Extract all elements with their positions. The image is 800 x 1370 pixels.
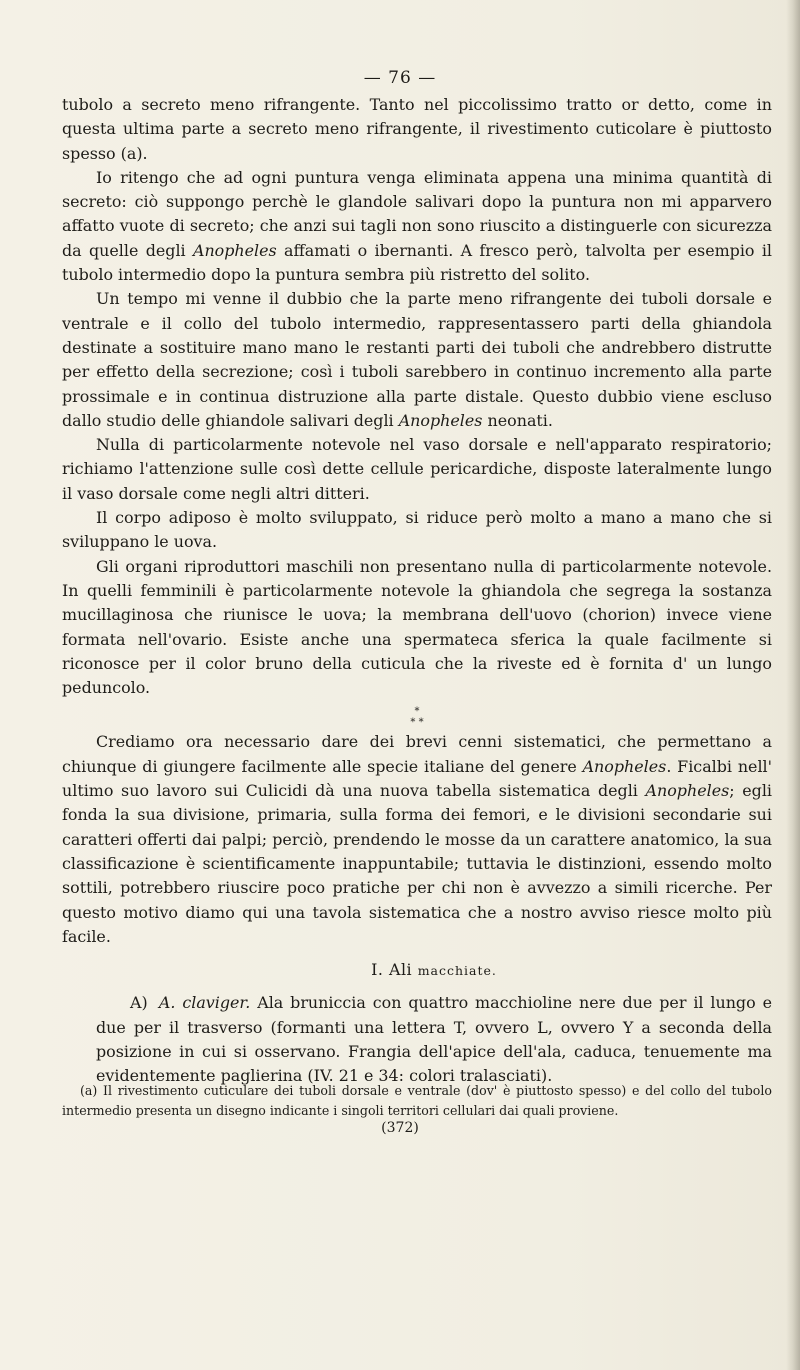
folio: (372) [381, 1120, 419, 1136]
species-entry: A) A. claviger. Ala bruniccia con quattro macchioline nere due per il lungo e due per il trasverso (formanti una lettera T, ovvero L, ovvero Y a seconda della posizione in cui si osservano. Frangia dell'apice dell'ala, caduca, tenuemente ma evidentemente paglierina (IV. 21 e 34: colori tralasciati). [96, 993, 772, 1086]
section-heading: I. Ali macchiate. [371, 960, 497, 980]
entry-label: A) [130, 993, 148, 1013]
genus-name: Anopheles [192, 240, 277, 260]
footnote-marker: (a) [80, 1083, 98, 1098]
body-text [62, 93, 772, 1089]
paragraph-fat-body: Il corpo adiposo è molto sviluppato, si riduce però molto a mano a mano che si sviluppano le uova. [62, 508, 772, 552]
page-edge-shadow [786, 0, 800, 1370]
running-head: — 76 — [363, 68, 437, 88]
paragraph-reproductive: Gli organi riproduttori maschili non presentano nulla di particolarmente notevole. In quelli femminili è particolarmente notevole la ghiandola che segrega la sostanza mucillaginosa che riunisce le uova; la membrana dell'uovo (chorion) invece viene formata nell'ovario. Esiste anche una spermateca sferica la quale facilmente si riconosce per il color bruno della cuticula che la riveste ed è fornita d' un lungo peduncolo. [62, 556, 772, 698]
section-break-asterism: * * * [410, 706, 424, 729]
paragraph-dorsal-vessel: Nulla di particolarmente notevole nel vaso dorsale e nell'apparato respiratorio; richiamo l'attenzione sulle così dette cellule pericardiche, disposte lateralmente lungo il vaso dorsale come negli altri ditteri. [62, 435, 772, 503]
paragraph-continuation: tubolo a secreto meno rifrangente. Tanto nel piccolissimo tratto or detto, come in questa ultima parte a secreto meno rifrangente, il rivestimento cuticolare è piuttosto spesso (a). [62, 95, 772, 163]
paragraph-systematics: Crediamo ora necessario dare dei brevi cenni sistematici, che permettano a chiunque di giungere facilmente alle specie italiane del genere Anopheles. Ficalbi nell' ultimo suo lavoro sui Culicidi dà una nuova tabella sistematica degli Anopheles; egli fonda la sua divisione, primaria, sulla forma dei femori, e le divisioni secondarie sui caratteri offerti dai palpi; perciò, prendendo le mosse da un carattere anatomico, la sua classificazione è scientificamente inappuntabile; tuttavia le distinzioni, essendo molto sottili, potrebbero riuscire poco pratiche per chi non è avvezzo a simili ricerche. Per questo motivo diamo qui una tavola sistematica che a nostro avviso riesce molto più facile. [62, 732, 772, 946]
genus-name: Anopheles [582, 756, 667, 776]
genus-name: Anopheles [645, 781, 730, 801]
paragraph-secretion: Io ritengo che ad ogni puntura venga eliminata appena una minima quantità di secreto: ciò suppongo perchè le glandole salivari dopo la puntura non mi apparvero affatto vuote di secreto; che anzi sui tagli non sono riuscito a distinguerle con sicurezza da quelle degli Anopheles affamati o ibernanti. A fresco però, talvolta per esempio il tubolo intermedio dopo la puntura sembra più ristretto del solito. [62, 167, 772, 285]
species-name: A. claviger. [158, 993, 251, 1013]
genus-name: Anopheles [398, 410, 483, 430]
footnote: (a) Il rivestimento cuticulare dei tuboli dorsale e ventrale (dov' è piuttosto spesso) e del collo del tubolo intermedio presenta un disegno indicante i singoli territori cellulari dai quali proviene. [62, 1083, 772, 1118]
paragraph-doubt: Un tempo mi venne il dubbio che la parte meno rifrangente dei tuboli dorsale e ventrale e il collo del tubolo intermedio, rappresentassero parti della ghiandola destinate a sostituire mano mano le restanti parti dei tuboli che andrebbero distrutte per effetto della secrezione; così i tuboli sarebbero in continuo incremento alla parte prossimale e in continua distruzione alla parte distale. Questo dubbio viene escluso dallo studio delle ghiandole salivari degli Anopheles neonati. [62, 289, 772, 430]
